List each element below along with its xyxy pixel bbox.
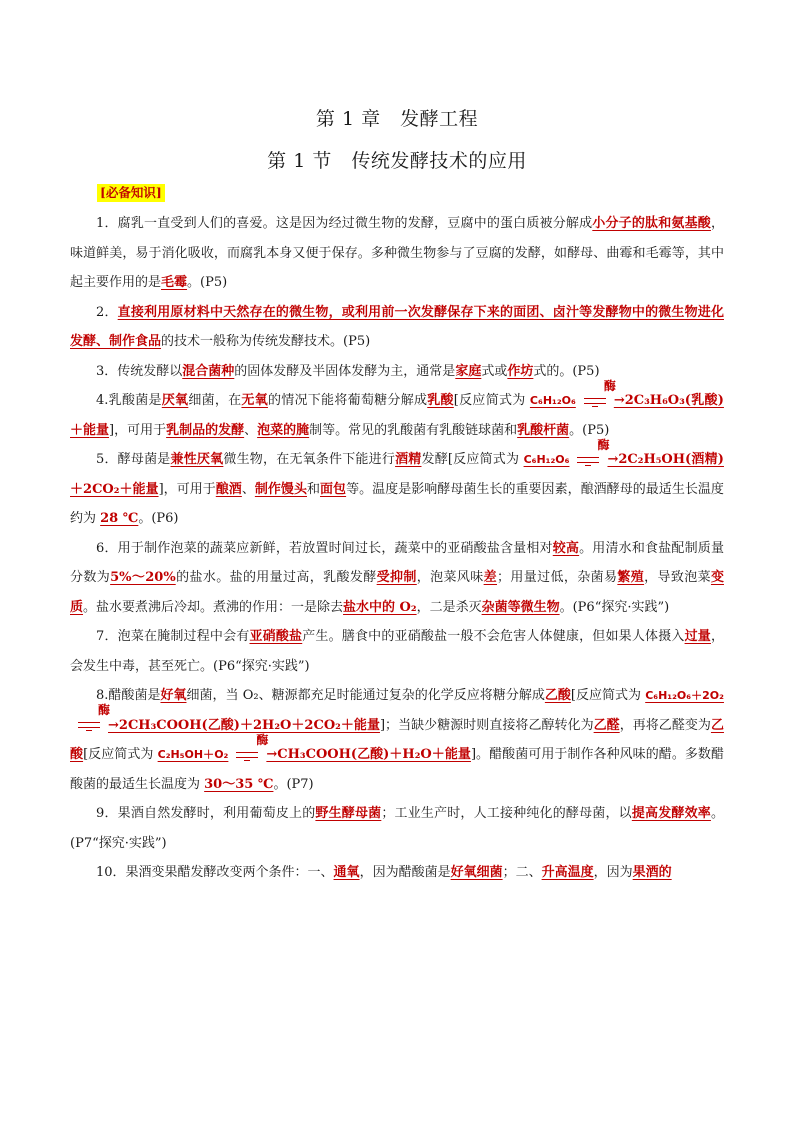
body-text: 等。温度是影响酵母菌生长的重要因素，酿酒酵母的最适生长温度约为	[70, 481, 724, 526]
formula-text: C₂H₅OH＋O₂	[157, 748, 229, 761]
body-text: 。(P5)	[187, 275, 228, 290]
body-text: ；用量过低，杂菌易	[497, 570, 618, 585]
knowledge-item	[70, 437, 724, 534]
body-text: 微生物，在无氧条件下能进行	[223, 452, 396, 467]
key-answer: 泡菜的腌	[257, 422, 310, 438]
body-text: [反应简式为	[570, 688, 646, 703]
body-text: 产生。膳食中的亚硝酸盐一般不会危害人体健康，但如果人体摄入	[302, 629, 685, 644]
key-answer: 野生酵母菌	[315, 806, 382, 821]
key-answer: 制作馒头	[254, 481, 307, 497]
key-answer: 差	[483, 570, 497, 585]
section-title: 第 1 节 传统发酵技术的应用	[267, 150, 527, 172]
body-text: ，导致泡菜	[644, 570, 711, 585]
key-answer: 混合菌种	[182, 363, 235, 379]
formula-text: C₆H₁₂O₆	[529, 394, 576, 407]
body-text: 7．泡菜在腌制过程中会有	[96, 629, 250, 644]
key-answer: 盐水中的 O₂	[343, 599, 417, 615]
body-text: 的盐水。盐的用量过高，乳酸发酵	[175, 570, 377, 585]
body-text: 。(P5)	[569, 422, 610, 438]
key-answer: 过量	[684, 629, 711, 644]
body-text: ，泡菜风味	[416, 570, 484, 585]
key-answer: 好氧	[160, 688, 187, 703]
body-text: 的技术一般称为传统发酵技术。(P5)	[161, 334, 371, 349]
key-answer: 直接利用原材料中天然存在的微生物，或利用前一次发酵保存下来的面团、卤汁等发酵物中的微生物进化发酵、制作食品	[70, 304, 724, 349]
body-text: 细菌，在	[188, 393, 242, 408]
key-answer: 繁殖	[617, 570, 645, 585]
key-answer: 28 ℃	[100, 511, 139, 526]
body-text: 4.乳酸菌是	[96, 393, 162, 408]
key-answer: 杂菌等微生物	[481, 599, 560, 615]
body-text: 发酵[反应简式为	[421, 452, 524, 467]
knowledge-item	[70, 622, 724, 681]
body-text: ；二、	[502, 865, 542, 880]
key-answer: 变质	[70, 570, 724, 615]
body-text: 。(P7“探究·实践”)	[70, 806, 724, 851]
enzyme-reaction-arrow	[578, 378, 616, 408]
key-answer: 乙醛	[593, 717, 620, 733]
body-text: 的固体发酵及半固体发酵为主，通常是	[234, 363, 456, 379]
body-text: 。用清水和食盐配制质量分数为	[70, 540, 724, 585]
body-text: 、	[244, 422, 258, 438]
body-text: ]，可用于	[158, 481, 216, 497]
key-answer: 果酒的	[632, 865, 672, 880]
body-text: 式的。(P5)	[533, 363, 600, 379]
key-answer: 酒精	[395, 452, 422, 467]
key-answer: 乙酸	[70, 717, 724, 762]
body-text: ，会发生中毒，甚至死亡。(P6“探究·实践”)	[70, 629, 724, 674]
knowledge-item	[70, 858, 724, 888]
key-answer: 厌氧	[161, 393, 189, 408]
body-text: 制等。常见的乳酸菌有乳酸链球菌和	[309, 422, 518, 438]
body-text: 3．传统发酵以	[96, 363, 183, 379]
key-answer: →CH₃COOH(乙酸)＋H₂O＋能量	[266, 747, 471, 762]
body-text: 。盐水要煮沸后冷却。煮沸的作用：一是除去	[83, 599, 344, 615]
key-answer: 5%～20%	[110, 570, 176, 585]
enzyme-reaction-arrow	[230, 732, 269, 762]
body-text: ]；当缺少糖源时则直接将乙醇转化为	[379, 717, 594, 733]
key-answer: 家庭	[455, 363, 482, 379]
key-answer: 毛霉	[161, 275, 188, 290]
key-answer: →2C₃H₆O₃(乳酸)＋能量	[70, 393, 724, 438]
enzyme-label: 酶	[603, 378, 616, 393]
body-text: [反应简式为	[453, 393, 530, 408]
enzyme-reaction-arrow	[72, 703, 111, 732]
enzyme-label: 酶	[98, 703, 111, 717]
body-text: ，再将乙醛变为	[619, 717, 711, 733]
key-answer: 亚硝酸盐	[249, 629, 303, 644]
knowledge-item	[70, 534, 724, 623]
body-text: 。(P6)	[138, 511, 179, 526]
body-text: ；工业生产时，人工接种纯化的酵母菌，以	[381, 806, 632, 821]
knowledge-item	[70, 298, 724, 357]
body-text: 1．腐乳一直受到人们的喜爱。这是因为经过微生物的发酵，豆腐中的蛋白质被分解成	[96, 216, 593, 231]
body-text: 6．用于制作泡菜的蔬菜应新鲜，若放置时间过长，蔬菜中的亚硝酸盐含量相对	[96, 540, 553, 556]
key-answer: 受抑制	[376, 570, 417, 585]
body-text: 和	[307, 481, 321, 497]
key-answer: 酿酒	[215, 481, 242, 497]
key-answer: →2CH₃COOH(乙酸)＋2H₂O＋2CO₂＋能量	[108, 717, 380, 733]
key-answer: 较高	[552, 540, 580, 556]
formula-text: C₆H₁₂O₆＋2O₂	[645, 689, 724, 702]
key-answer: 提高发酵效率	[631, 806, 711, 821]
body-text: 细菌，当 O₂、糖源都充足时能通过复杂的化学反应将糖分解成	[186, 688, 545, 703]
body-text: ，因为醋酸菌是	[359, 865, 451, 880]
body-text: 式或	[481, 363, 508, 379]
key-answer: 乳制品的发酵	[166, 422, 245, 438]
key-answer: 作坊	[507, 363, 534, 379]
body-text: ]。醋酸菌可用于制作各种风味的醋。多数醋酸菌的最适生长温度为	[70, 747, 724, 792]
knowledge-item	[70, 357, 724, 387]
key-answer: 好氧细菌	[450, 865, 503, 880]
knowledge-item	[70, 209, 724, 298]
key-answer: →2C₂H₅OH(酒精)＋2CO₂＋能量	[70, 452, 724, 497]
key-answer: 通氧	[333, 865, 360, 880]
required-knowledge-tag: [必备知识]	[97, 184, 165, 202]
knowledge-item	[70, 799, 724, 858]
body-text: 9．果酒自然发酵时，利用葡萄皮上的	[96, 806, 316, 821]
formula-text: C₆H₁₂O₆	[523, 453, 570, 466]
key-answer: 乳酸杆菌	[517, 422, 570, 438]
body-text: 、	[241, 481, 255, 497]
key-answer: 无氧	[241, 393, 268, 408]
knowledge-item	[70, 378, 724, 445]
key-answer: 兼性厌氧	[170, 452, 224, 467]
body-text: [反应简式为	[83, 747, 158, 762]
body-text: ，二是杀灭	[416, 599, 482, 615]
key-answer: 乙酸	[544, 688, 571, 703]
body-text: 8.醋酸菌是	[96, 688, 161, 703]
knowledge-list	[70, 209, 724, 888]
body-text: ]，可用于	[109, 422, 167, 438]
enzyme-label: 酶	[597, 437, 610, 452]
enzyme-label: 酶	[256, 732, 269, 747]
key-answer: 面包	[320, 481, 347, 497]
body-text: 2．	[96, 304, 118, 320]
body-text: ，因为	[593, 865, 633, 880]
key-answer: 升高温度	[541, 865, 594, 880]
chapter-title: 第 1 章 发酵工程	[315, 108, 479, 130]
body-text: 。(P6“探究·实践”)	[559, 599, 670, 615]
knowledge-item	[70, 681, 724, 799]
key-answer: 小分子的肽和氨基酸	[592, 216, 711, 231]
key-answer: 30～35 ℃	[204, 776, 274, 792]
body-text: 。(P7)	[273, 776, 314, 792]
body-text: ，味道鲜美，易于消化吸收，而腐乳本身又便于保存。多种微生物参与了豆腐的发酵，如酵母、曲霉和毛霉等，其中起主要作用的是	[70, 216, 724, 290]
body-text: 5．酵母菌是	[96, 452, 171, 467]
body-text: 的情况下能将葡萄糖分解成	[267, 393, 428, 408]
body-text: 10．果酒变果醋发酵改变两个条件：一、	[96, 865, 334, 880]
enzyme-reaction-arrow	[571, 437, 610, 467]
key-answer: 乳酸	[427, 393, 454, 408]
